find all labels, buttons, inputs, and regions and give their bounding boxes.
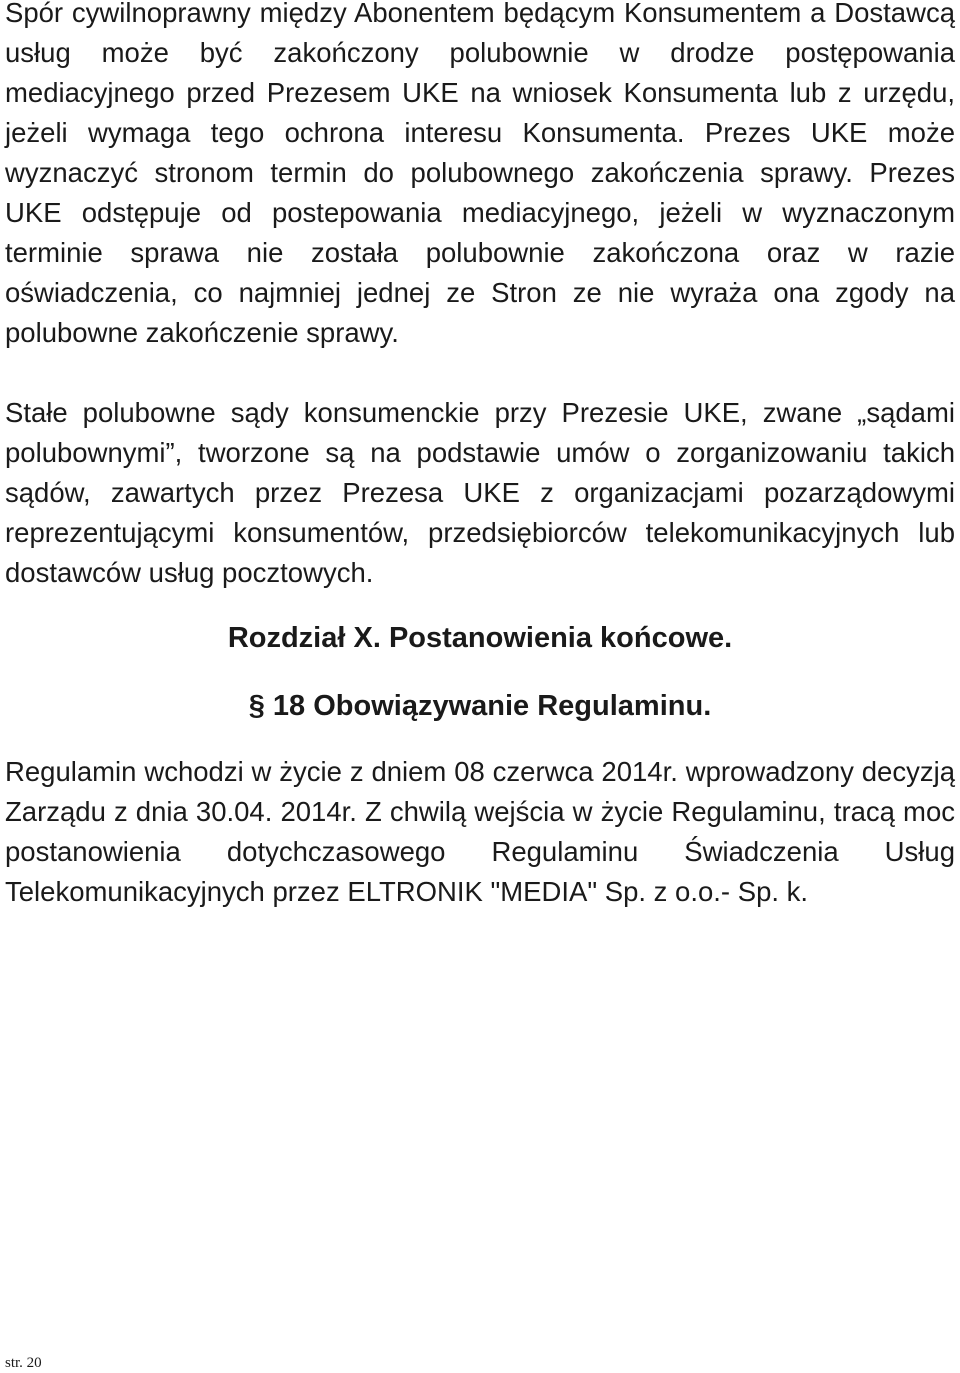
paragraph-consumer-courts: Stałe polubowne sądy konsumenckie przy Prezesie UKE, zwane „sądami polubownymi”, tworzone są na podstawie umów o zorganizowaniu takich sądów, zawartych przez Prezesa UKE z organizacjami pozarządowymi reprezentującymi konsumentów, przedsiębiorców telekomunikacyjnych lub dostawców usług pocztowych. xyxy=(5,397,955,588)
chapter-heading: Rozdział X. Postanowienia końcowe. xyxy=(227,622,733,654)
paragraph-mediation: Spór cywilnoprawny między Abonentem będącym Konsumentem a Dostawcą usług może być zakończony polubownie w drodze postępowania mediacyjnego przed Prezesem UKE na wniosek Konsumenta lub z urzędu, jeżeli wymaga tego ochrona interesu Konsumenta. Prezes UKE może wyznaczyć stronom termin do polubownego zakończenia sprawy. Prezes UKE odstępuje od postepowania mediacyjnego, jeżeli w wyznaczonym terminie sprawa nie została polubownie zakończona oraz w razie oświadczenia, co najmniej jednej ze Stron ze nie wyraża ona zgody na polubowne zakończenie sprawy. xyxy=(5,0,955,348)
section-heading: § 18 Obowiązywanie Regulaminu. xyxy=(248,690,712,722)
page-number: str. 20 xyxy=(5,1355,42,1371)
paragraph-effective-date: Regulamin wchodzi w życie z dniem 08 czerwca 2014r. wprowadzony decyzją Zarządu z dnia 30.04. 2014r. Z chwilą wejścia w życie Regulaminu, tracą moc postanowienia dotychczasowego Regulaminu Świadczenia Usług Telekomunikacyjnych przez ELTRONIK "MEDIA" Sp. z o.o.- Sp. k. xyxy=(5,756,955,907)
